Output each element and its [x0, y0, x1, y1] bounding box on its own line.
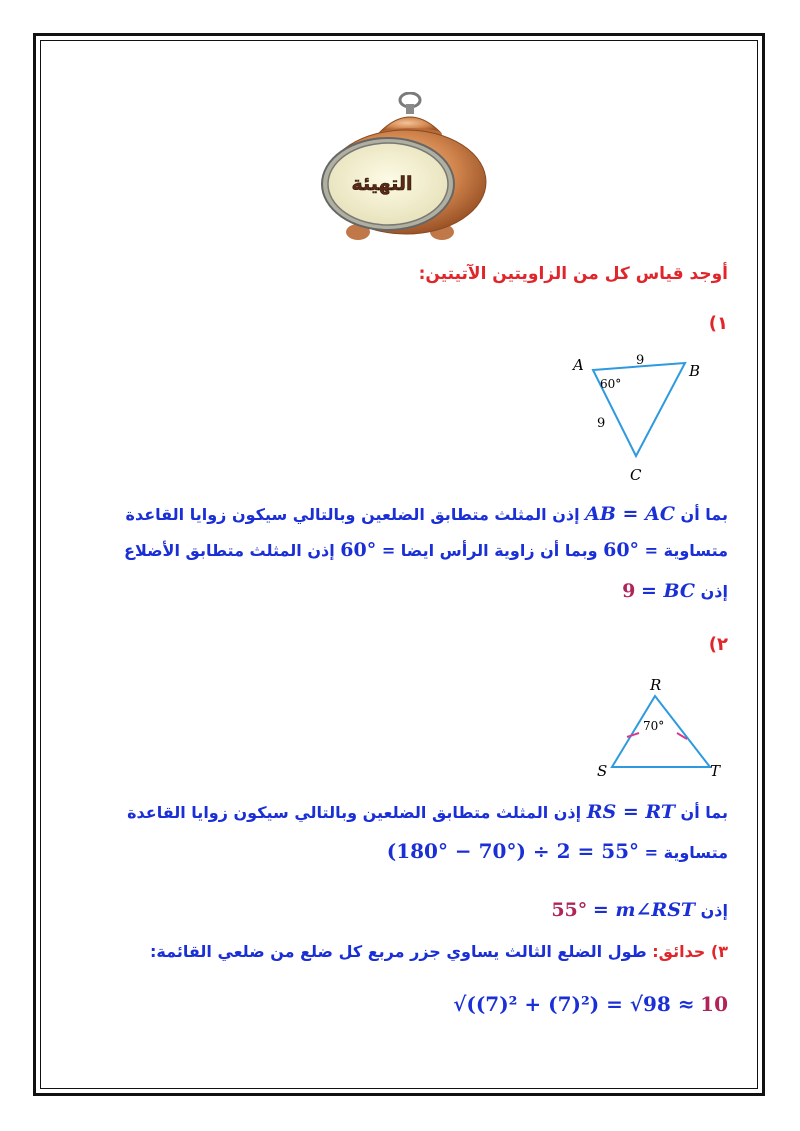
q2-explanation-line-1: بما أن RS = RT إذن المثلث متطابق الضلعين وبالتالي سيكون زوايا القاعدة	[127, 801, 728, 823]
vertex-t-label: T	[710, 762, 721, 780]
question-3: ٣) حدائق: طول الضلع الثالث يساوي جزر مربع كل ضلع من ضلعي القائمة:	[150, 942, 728, 961]
vertex-b-label: B	[689, 362, 701, 380]
vertex-c-label: C	[630, 466, 642, 484]
vertex-s-label: S	[597, 762, 608, 780]
angle-r-label: 70°	[643, 719, 665, 733]
q3-expression: √((7)² + (7)²) = √98 ≈ 10	[453, 992, 728, 1016]
angle-a-label: 60°	[600, 377, 622, 391]
q1-explanation-line-2: متساوية = 60° وبما أن زاوية الرأس ايضا = 60° إذن المثلث متطابق الأضلاع	[124, 539, 728, 561]
vertex-a-label: A	[573, 356, 584, 374]
q2-explanation-line-2: متساوية = (180° − 70°) ÷ 2 = 55°	[386, 839, 728, 863]
triangle-rst-figure	[590, 676, 730, 786]
q1-answer: إذن 9 = BC	[622, 580, 728, 602]
q1-explanation-line-1: بما أن AB = AC إذن المثلث متطابق الضلعين وبالتالي سيكون زوايا القاعدة	[125, 503, 728, 525]
side-ab-label: 9	[636, 353, 645, 368]
triangle-abc-figure	[560, 348, 720, 488]
question-2-number: ٢)	[708, 634, 728, 655]
instruction-heading: أوجد قياس كل من الزاويتين الآتيتين:	[418, 264, 728, 284]
badge-label: التهيئة	[351, 173, 413, 195]
alarm-clock-icon	[310, 92, 490, 242]
q2-answer: إذن 55° = m∠RST	[551, 899, 728, 921]
vertex-r-label: R	[650, 676, 662, 694]
question-1-number: ١)	[708, 313, 728, 334]
side-ac-label: 9	[597, 416, 606, 431]
